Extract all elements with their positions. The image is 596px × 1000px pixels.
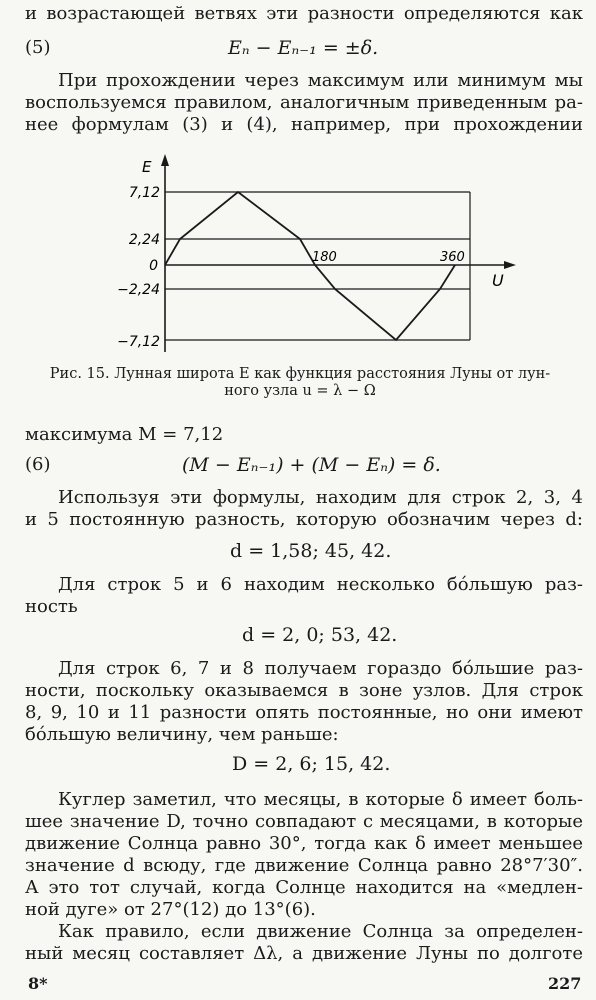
x-tick: 180: [312, 250, 337, 265]
y-tick: −2,24: [117, 282, 160, 298]
y-tick: 2,24: [128, 232, 160, 248]
text-line: бóльшую величину, чем раньше:: [25, 724, 339, 745]
equation-5: Eₙ − Eₙ₋₁ = ±δ.: [228, 37, 379, 59]
equation-number: (5): [25, 37, 51, 58]
figure-caption: Рис. 15. Лунная широта E как функция расстояния Луны от лун-: [49, 366, 551, 382]
text-line: Используя эти формулы, находим для строк 2, 3, 4: [58, 487, 583, 508]
x-axis-label: U: [492, 271, 504, 290]
equation-6: (M − Eₙ₋₁) + (M − Eₙ) = δ.: [182, 454, 441, 476]
text-line: Для строк 5 и 6 находим несколько бóльшую раз-: [58, 574, 583, 595]
text-line: движение Солнца равно 30°, тогда как δ имеет меньшее: [25, 833, 583, 854]
y-axis-arrow: [161, 154, 169, 166]
text-line: Куглер заметил, что месяцы, в которые δ имеет боль-: [58, 789, 583, 810]
text-line: ный месяц составляет Δλ, а движение Луны по долготе: [25, 943, 583, 964]
text-line: Для строк 6, 7 и 8 получаем гораздо бóльшие раз-: [58, 658, 583, 679]
figure-caption: ного узла u = λ − Ω: [224, 383, 376, 399]
text-line: Как правило, если движение Солнца за определен-: [58, 921, 583, 942]
text-line: шее значение D, точно совпадают с месяцами, в которые: [25, 811, 583, 832]
y-tick: 0: [149, 258, 158, 274]
y-axis-label: E: [142, 158, 152, 176]
text-line: и 5 постоянную разность, которую обозначим через d:: [25, 509, 583, 530]
text-line: нее формулам (3) и (4), например, при прохождении: [25, 114, 583, 135]
signature-mark: 8*: [28, 974, 48, 993]
x-tick: 360: [440, 250, 465, 265]
text-line: При прохождении через максимум или минимум мы: [58, 70, 583, 91]
x-axis-arrow: [504, 261, 516, 269]
page-number: 227: [548, 974, 582, 993]
equation-d2: d = 2, 0; 53, 42.: [242, 624, 398, 646]
text-line: воспользуемся правилом, аналогичным приведенным ра-: [25, 92, 583, 113]
text-line: и возрастающей ветвях эти разности определяются как: [25, 3, 583, 24]
text-line: 8, 9, 10 и 11 разности опять постоянные, но они имеют: [25, 702, 583, 723]
equation-d1: d = 1,58; 45, 42.: [230, 540, 392, 562]
text-line: значение d всюду, где движение Солнца равно 28°7′30″.: [25, 855, 583, 876]
text-line: максимума M = 7,12: [25, 424, 224, 445]
text-line: ной дуге» от 27°(12) до 13°(6).: [25, 899, 316, 920]
y-tick: −7,12: [117, 334, 160, 350]
text-line: А это тот случай, когда Солнце находится на «медлен-: [25, 877, 583, 898]
text-line: ность: [25, 596, 78, 617]
equation-D: D = 2, 6; 15, 42.: [232, 753, 391, 775]
text-line: ности, поскольку оказываемся в зоне узлов. Для строк: [25, 680, 583, 701]
equation-number: (6): [25, 454, 51, 475]
latitude-curve: [165, 192, 455, 340]
y-tick: 7,12: [128, 185, 160, 201]
figure-15-latitude-graph: [100, 152, 520, 357]
